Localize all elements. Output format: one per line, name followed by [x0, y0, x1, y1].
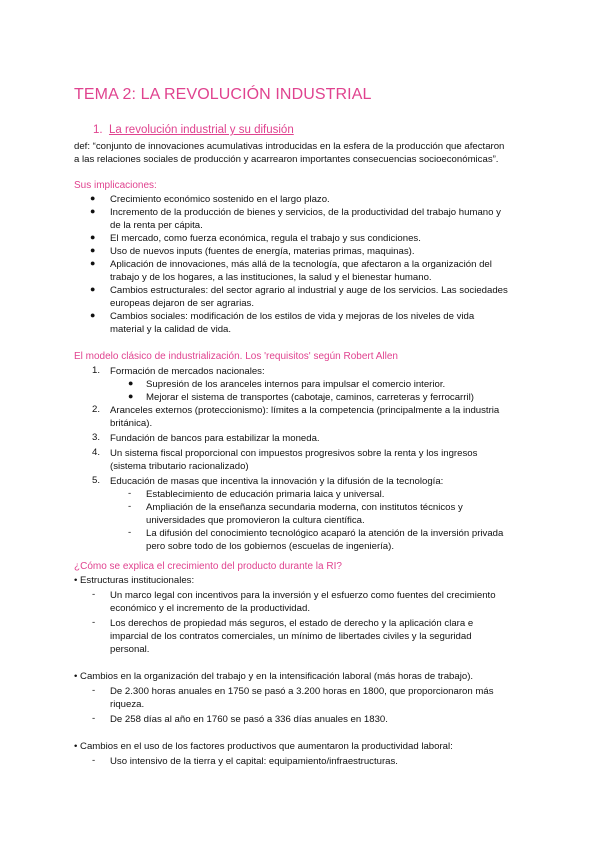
- dash-icon: -: [92, 755, 96, 766]
- list-number: 2.: [92, 404, 101, 415]
- dash-icon: -: [128, 501, 132, 512]
- crecimiento-heading: ¿Cómo se explica el crecimiento del producto durante la RI?: [74, 561, 342, 572]
- list-number: 4.: [92, 447, 101, 458]
- section-number: 1.: [93, 124, 103, 136]
- dash-icon: -: [128, 527, 132, 538]
- list-item: pero sobre todo de los gobiernos (escuelas de ingeniería).: [146, 541, 394, 552]
- list-item: Incremento de la producción de bienes y servicios, de la productividad del trabajo humano y: [110, 207, 501, 218]
- bullet-icon: ●: [128, 378, 134, 388]
- list-item: de la renta per cápita.: [110, 220, 203, 231]
- list-item: Aranceles externos (proteccionismo): límites a la competencia (principalmente a la industria: [110, 405, 500, 416]
- bullet-heading: • Cambios en el uso de los factores productivos que aumentaron la productividad laboral:: [74, 741, 453, 752]
- list-number: 3.: [92, 432, 101, 443]
- list-item: La difusión del conocimiento tecnológico acaparó la atención de la inversión privada: [146, 528, 504, 539]
- dash-icon: -: [92, 617, 96, 628]
- list-item: económico y el incremento de la productividad.: [110, 603, 310, 614]
- bullet-icon: ●: [128, 391, 134, 401]
- section-heading: [93, 124, 294, 136]
- list-item: De 258 días al año en 1760 se pasó a 336 días anuales en 1830.: [110, 714, 388, 725]
- definition-line: def: “conjunto de innovaciones acumulativas introducidas en la esfera de la producción que afectaron: [74, 141, 505, 152]
- list-item: Fundación de bancos para estabilizar la moneda.: [110, 433, 320, 444]
- bullet-icon: ●: [90, 206, 96, 216]
- list-item: riqueza.: [110, 699, 145, 710]
- list-item: Uso de nuevos inputs (fuentes de energía, materias primas, maquinas).: [110, 246, 415, 257]
- list-number: 5.: [92, 475, 101, 486]
- section-title: La revolución industrial y su difusión: [108, 124, 294, 136]
- list-item: Formación de mercados nacionales:: [110, 366, 265, 377]
- list-item: Crecimiento económico sostenido en el largo plazo.: [110, 194, 330, 205]
- list-item: Mejorar el sistema de transportes (cabotaje, caminos, carreteras y ferrocarril): [146, 392, 474, 403]
- list-item: personal.: [110, 644, 150, 655]
- list-item: Uso intensivo de la tierra y el capital: equipamiento/infraestructuras.: [110, 756, 398, 767]
- list-item: Ampliación de la enseñanza secundaria moderna, con institutos técnicos y: [146, 502, 463, 513]
- dash-icon: -: [92, 589, 96, 600]
- definition-line: a las relaciones sociales de producción y acarrearon importantes consecuencias socioeconómicas”.: [74, 154, 499, 165]
- list-item: Cambios sociales: modificación de los estilos de vida y mejoras de los niveles de vida: [110, 311, 475, 322]
- bullet-icon: ●: [90, 284, 96, 294]
- list-item: universidades que promovieron la cultura científica.: [146, 515, 365, 526]
- bullet-heading: • Cambios en la organización del trabajo y en la intensificación laboral (más horas de trabajo).: [74, 671, 474, 682]
- page-title: TEMA 2: LA REVOLUCIÓN INDUSTRIAL: [74, 86, 372, 103]
- list-item: Supresión de los aranceles internos para impulsar el comercio interior.: [146, 379, 446, 390]
- bullet-icon: ●: [90, 245, 96, 255]
- list-item: (sistema tributario racionalizado): [110, 461, 249, 472]
- list-number: 1.: [92, 365, 101, 376]
- list-item: El mercado, como fuerza económica, regula el trabajo y sus condiciones.: [110, 233, 421, 244]
- bullet-heading: • Estructuras institucionales:: [74, 575, 195, 586]
- bullet-icon: ●: [90, 232, 96, 242]
- bullet-icon: ●: [90, 193, 96, 203]
- list-item: Los derechos de propiedad más seguros, el estado de derecho y la aplicación clara e: [110, 618, 474, 629]
- bullet-icon: ●: [90, 310, 96, 320]
- list-item: Aplicación de innovaciones, más allá de la tecnología, que afectaron a la organización del: [110, 259, 492, 270]
- list-item: De 2.300 horas anuales en 1750 se pasó a 3.200 horas en 1800, que proporcionaron más: [110, 686, 494, 697]
- list-item: Un sistema fiscal proporcional con impuestos progresivos sobre la renta y los ingresos: [110, 448, 478, 459]
- list-item: imparcial de los contratos comerciales, un mínimo de libertades civiles y la seguridad: [110, 631, 472, 642]
- list-item: europeas dejaron de ser agrarias.: [110, 298, 254, 309]
- modelo-heading: El modelo clásico de industrialización. Los 'requisitos' según Robert Allen: [74, 351, 398, 362]
- list-item: Cambios estructurales: del sector agrario al industrial y auge de los servicios. Las sociedades: [110, 285, 508, 296]
- list-item: Educación de masas que incentiva la innovación y la difusión de la tecnología:: [110, 476, 444, 487]
- list-item: material y la calidad de vida.: [110, 324, 232, 335]
- dash-icon: -: [92, 685, 96, 696]
- list-item: Establecimiento de educación primaria laica y universal.: [146, 489, 385, 500]
- dash-icon: -: [128, 488, 132, 499]
- list-item: británica).: [110, 418, 153, 429]
- list-item: Un marco legal con incentivos para la inversión y el esfuerzo como fuentes del crecimiento: [110, 590, 496, 601]
- implicaciones-heading: Sus implicaciones:: [74, 180, 157, 191]
- list-item: trabajo y de los hogares, a las instituciones, la salud y el bienestar humano.: [110, 272, 432, 283]
- dash-icon: -: [92, 713, 96, 724]
- bullet-icon: ●: [90, 258, 96, 268]
